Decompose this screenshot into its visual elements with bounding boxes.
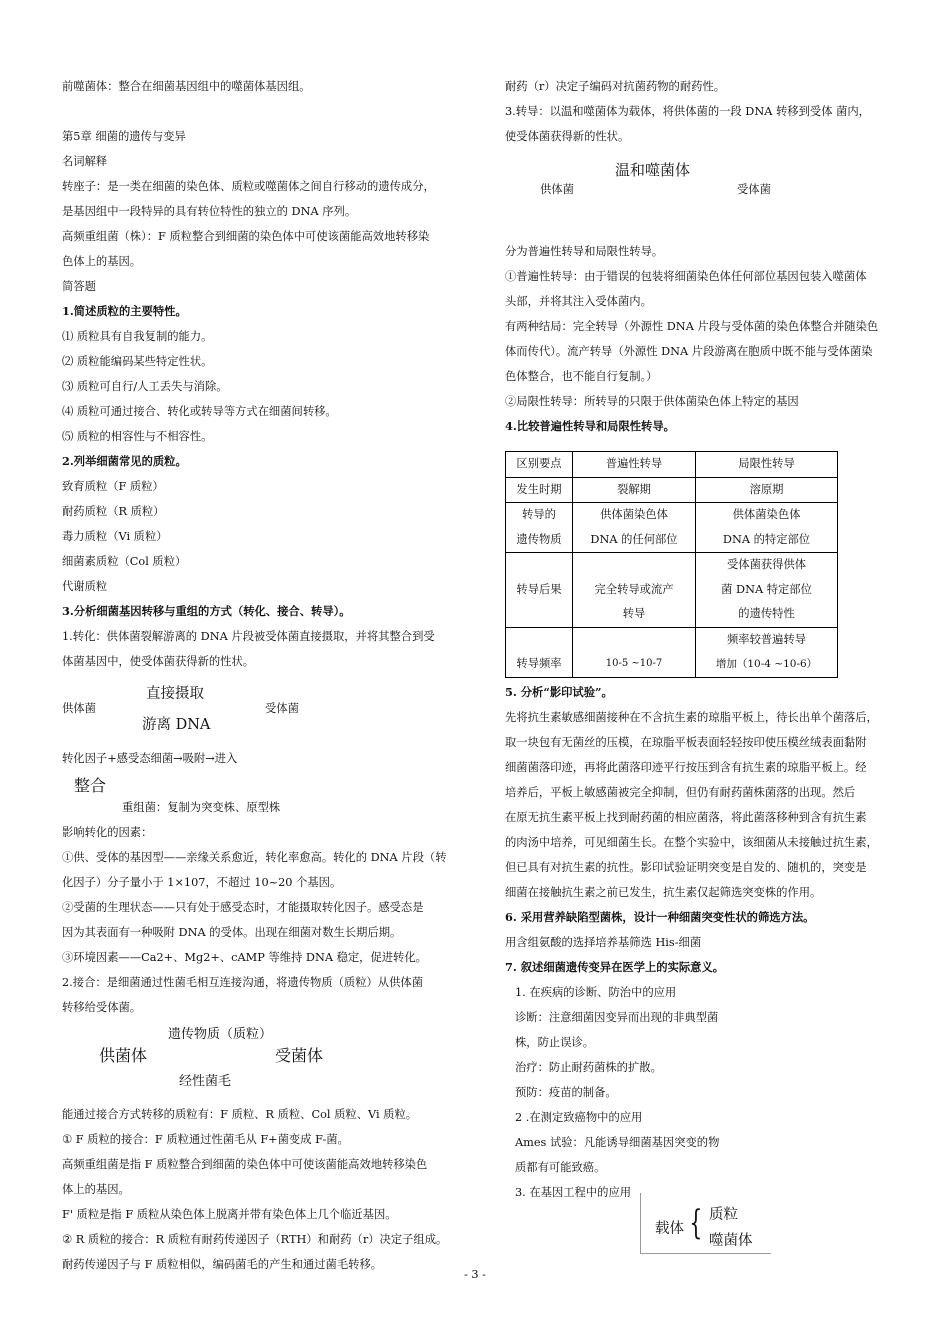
list-item: 1. 在疾病的诊断、防治中的应用 <box>515 985 677 999</box>
text-line: 色体上的基因。 <box>62 255 142 268</box>
table-cell <box>573 553 696 628</box>
text-line: 培养后，平板上敏感菌被完全抑制，但仍有耐药菌株菌落的出现。然后 <box>505 785 856 799</box>
text-line: ①供、受体的基因型——亲缘关系愈近，转化率愈高。转化的 DNA 片段（转 <box>62 851 447 864</box>
transduction-diagram <box>505 149 895 239</box>
table-row <box>506 627 838 677</box>
text-line: 但已具有对抗生素的抗性。影印试验证明突变是自发的、随机的，突变是 <box>505 860 867 874</box>
list-item: ⑵ 质粒能编码某些特定性状。 <box>62 355 213 368</box>
cell-line: 供体菌染色体 <box>732 508 801 521</box>
text-line: 3.转导：以温和噬菌体为载体，将供体菌的一段 DNA 转移到受体 菌内， <box>505 105 870 118</box>
comparison-table <box>505 451 838 678</box>
text-line: 取一块包有无菌丝的压模，在琼脂平板表面轻轻按印使压模丝绒表面黏附 <box>505 735 867 749</box>
text-line: ②受菌的生理状态——只有处于感受态时，才能摄取转化因子。感受态是 <box>62 901 424 914</box>
right-column <box>505 74 895 1261</box>
question-heading: 2.列举细菌常见的质粒。 <box>62 454 187 468</box>
text-line: 2.接合：是细菌通过性菌毛相互连接沟通，将遗传物质（质粒）从供体菌 <box>62 976 423 989</box>
text-line: 用含组氨酸的选择培养基筛选 His-细菌 <box>505 935 702 949</box>
diagram-label: 直接摄取 <box>146 686 204 702</box>
cell-line: 频率较普遍转导 <box>726 632 807 646</box>
chapter-heading: 第5章 细菌的遗传与变异 <box>62 130 186 143</box>
text-line: 化因子）分子量小于 1×107，不超过 10~20 个基因。 <box>62 876 342 889</box>
text-line: 转移给受体菌。 <box>62 1001 142 1014</box>
text-line: 重组菌：复制为突变株、原型株 <box>122 801 281 814</box>
text-line: 高频重组菌是指 F 质粒整合到细菌的染色体中可使该菌能高效地转移染色 <box>62 1158 428 1171</box>
page-number: - 3 - <box>463 1268 486 1281</box>
question-heading: 1.简述质粒的主要特性。 <box>62 304 187 318</box>
text-line: 头部，并将其注入受体菌内。 <box>505 295 652 308</box>
cell-line: 的遗传特性 <box>738 607 795 620</box>
text-line: 转化因子+感受态细菌→吸附→进入 <box>62 752 238 765</box>
question-heading: 7. 叙述细菌遗传变异在医学上的实际意义。 <box>505 959 725 974</box>
cell-line: DNA 的特定部位 <box>722 532 811 546</box>
list-item: 治疗：防止耐药菌株的扩散。 <box>515 1060 662 1074</box>
list-item: 代谢质粒 <box>62 580 108 593</box>
diagram-label: 载体 <box>655 1220 684 1237</box>
cell-line: 受体菌获得供体 <box>726 558 807 571</box>
cell-line: 遗传物质 <box>516 532 562 546</box>
vector-diagram <box>505 1202 895 1261</box>
text-line: 有两种结局：完全转导（外源性 DNA 片段与受体菌的染色体整合并随染色 <box>505 320 879 333</box>
text-line: ② R 质粒的接合：R 质粒有耐药传递因子（RTH）和耐药（r）决定子组成。 <box>62 1233 448 1246</box>
text-line: 耐药（r）决定子编码对抗菌药物的耐药性。 <box>505 80 726 93</box>
text-line: 体而传代）。流产转导（外源性 DNA 片段游离在胞质中既不能与受体菌染 <box>505 345 873 358</box>
list-item: Ames 试验：凡能诱导细菌基因突变的物 <box>515 1135 720 1149</box>
text-line: 细菌在接触抗生素之前已发生，抗生素仅起筛选突变株的作用。 <box>505 885 822 899</box>
diagram-label: 遗传物质（质粒） <box>168 1027 273 1042</box>
text-line: 影响转化的因素： <box>62 826 153 839</box>
cell-line: 增加（10-4 ~10-6） <box>715 658 818 670</box>
text-line: 使受体菌获得新的性状。 <box>505 130 630 143</box>
section-heading: 名词解释 <box>62 155 108 168</box>
table-cell: 区别要点 <box>506 452 573 478</box>
section-heading: 简答题 <box>62 280 96 293</box>
diagram-label: 供体菌 <box>540 183 574 196</box>
question-heading: 5. 分析“影印试验”。 <box>505 684 613 699</box>
text-line: 的肉汤中培养，可见细菌生长。在整个实验中，该细菌从未接触过抗生素， <box>505 835 878 849</box>
list-item: 致育质粒（F 质粒） <box>62 480 164 493</box>
diagram-label: 温和噬菌体 <box>615 161 691 179</box>
brace-symbol: { <box>689 1202 703 1243</box>
text-line: 高频重组菌（株）：F 质粒整合到细菌的染色体中可使该菌能高效地转移染 <box>62 230 430 243</box>
table-cell: 发生时期 <box>506 477 573 503</box>
cell-line: 供体菌染色体 <box>600 508 668 521</box>
conjugation-diagram <box>62 1020 452 1102</box>
cell-line: DNA 的任何部位 <box>590 532 678 546</box>
list-item: 3. 在基因工程中的应用 <box>515 1185 632 1199</box>
diagram-label: 整合 <box>74 776 107 795</box>
list-item: 耐药质粒（R 质粒） <box>62 505 165 518</box>
table-cell <box>696 553 838 628</box>
cell-line: 菌 DNA 特定部位 <box>721 582 812 596</box>
text-line: 能通过接合方式转移的质粒有：F 质粒、R 质粒、Col 质粒、Vi 质粒。 <box>62 1108 418 1121</box>
integrate-label-row <box>62 771 452 795</box>
text-line: 转座子：是一类在细菌的染色体、质粒或噬菌体之间自行移动的遗传成分， <box>62 180 435 193</box>
text-line: ①普遍性转导：由于错误的包装将细菌染色体任何部位基因包装入噬菌体 <box>505 270 867 283</box>
table-cell: 转导频率 <box>506 627 573 677</box>
table-cell: 普遍性转导 <box>573 452 696 478</box>
question-heading: 6. 采用营养缺陷型菌株，设计一种细菌突变性状的筛选方法。 <box>505 909 815 924</box>
text-line: 耐药传递因子与 F 质粒相似，编码菌毛的产生和通过菌毛转移。 <box>62 1258 383 1271</box>
diagram-label: 供体菌 <box>62 702 96 715</box>
text-line: 是基因组中一段特异的具有转位特性的独立的 DNA 序列。 <box>62 205 357 218</box>
list-item: 预防：疫苗的制备。 <box>515 1085 617 1099</box>
table-cell <box>573 503 696 553</box>
text-line: 分为普遍性转导和局限性转导。 <box>505 245 664 258</box>
text-line: ②局限性转导：所转导的只限于供体菌染色体上特定的基因 <box>505 395 799 408</box>
list-item: ⑸ 质粒的相容性与不相容性。 <box>62 430 213 443</box>
table-cell: 10-5 ~10-7 <box>573 627 696 677</box>
list-item: ⑶ 质粒可自行/人工丢失与消除。 <box>62 380 228 393</box>
list-item: 株，防止误诊。 <box>515 1035 595 1049</box>
text-line: 细菌菌落印迹，再将此菌落印迹平行按压到含有抗生素的琼脂平板上。经 <box>505 760 867 774</box>
table-row <box>506 452 838 478</box>
text-line: ① F 质粒的接合：F 质粒通过性菌毛从 F+菌变成 F-菌。 <box>62 1133 349 1146</box>
table-cell <box>506 503 573 553</box>
table-cell: 转导后果 <box>506 553 573 628</box>
diagram-label: 质粒 <box>709 1206 738 1223</box>
list-item: 质都有可能致癌。 <box>515 1160 606 1174</box>
table-cell: 溶原期 <box>696 477 838 503</box>
diagram-label: 受体菌 <box>265 702 299 715</box>
left-column <box>62 74 452 1277</box>
text-line: ③环境因素——Ca2+、Mg2+、cAMP 等维持 DNA 稳定，促进转化。 <box>62 951 427 964</box>
text-line: F' 质粒是指 F 质粒从染色体上脱离并带有染色体上几个临近基因。 <box>62 1208 397 1221</box>
list-item: ⑴ 质粒具有自我复制的能力。 <box>62 330 213 343</box>
diagram-label: 经性菌毛 <box>179 1074 232 1089</box>
list-item: ⑷ 质粒可通过接合、转化或转导等方式在细菌间转移。 <box>62 405 337 418</box>
list-item: 毒力质粒（Vi 质粒） <box>62 530 168 543</box>
cell-line: 转导的 <box>522 508 556 521</box>
diagram-label: 受菌体 <box>275 1046 324 1065</box>
question-heading: 3.分析细菌基因转移与重组的方式（转化、接合、转导）。 <box>62 604 351 618</box>
table-row <box>506 503 838 553</box>
question-heading: 4.比较普遍性转导和局限性转导。 <box>505 419 675 433</box>
text-line: 色体整合，也不能自行复制。） <box>505 370 658 383</box>
diagram-label: 游离 DNA <box>142 717 211 733</box>
text-line: 体菌基因中，使受体菌获得新的性状。 <box>62 655 255 668</box>
list-item: 诊断：注意细菌因变异而出现的非典型菌 <box>515 1010 719 1024</box>
table-row <box>506 553 838 628</box>
diagram-label: 噬菌体 <box>709 1232 753 1249</box>
text-line: 前噬菌体：整合在细菌基因组中的噬菌体基因组。 <box>62 80 311 93</box>
text-line: 体上的基因。 <box>62 1183 130 1196</box>
table-cell <box>696 627 838 677</box>
table-cell <box>696 503 838 553</box>
table-row <box>506 477 838 503</box>
transformation-diagram <box>62 674 452 746</box>
table-cell: 裂解期 <box>573 477 696 503</box>
table-cell: 局限性转导 <box>696 452 838 478</box>
cell-line: 转导 <box>622 607 646 620</box>
diagram-label: 受体菌 <box>737 183 771 196</box>
text-line: 1.转化：供体菌裂解游离的 DNA 片段被受体菌直接摄取，并将其整合到受 <box>62 630 435 643</box>
list-item: 2 .在测定致癌物中的应用 <box>515 1110 643 1124</box>
text-line: 先将抗生素敏感细菌接种在不含抗生素的琼脂平板上，待长出单个菌落后， <box>505 710 878 724</box>
text-line: 因为其表面有一种吸附 DNA 的受体。出现在细菌对数生长期后期。 <box>62 926 402 939</box>
list-item: 细菌素质粒（Col 质粒） <box>62 555 187 568</box>
text-line: 在原无抗生素平板上找到耐药菌的相应菌落，将此菌落移种到含有抗生素 <box>505 810 867 824</box>
cell-line: 完全转导或流产 <box>594 582 674 596</box>
diagram-label: 供菌体 <box>99 1046 148 1065</box>
